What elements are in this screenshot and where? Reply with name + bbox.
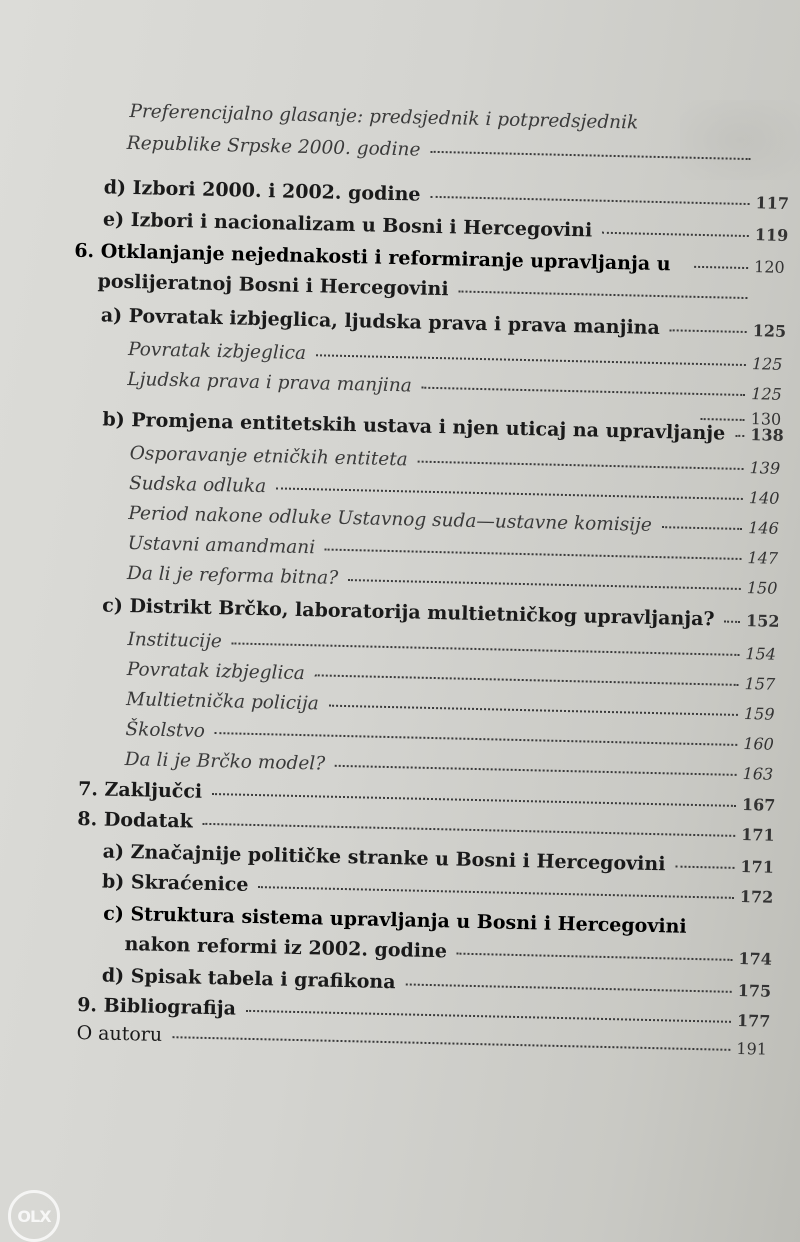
toc-entry-label: Ljudska prava i prava manjina bbox=[127, 368, 413, 397]
toc-entry-page: 125 bbox=[751, 384, 783, 404]
toc-entry-chapter-6-page-row bbox=[684, 256, 785, 277]
toc-entry-page: 147 bbox=[747, 548, 779, 568]
toc-entry-label: Da li je reforma bitna? bbox=[126, 563, 339, 589]
toc-leader-dots bbox=[329, 705, 738, 716]
toc-entry-page: 130 bbox=[750, 409, 782, 429]
toc-entry-label: b) Skraćenice bbox=[101, 870, 249, 896]
toc-leader-dots bbox=[348, 579, 741, 590]
olx-watermark-logo bbox=[8, 1190, 60, 1242]
toc-entry-label: a) Značajnije političke stranke u Bosni i Hercegovini bbox=[102, 840, 666, 876]
toc-entry-povratak-izbjeglica-brcko bbox=[126, 659, 776, 695]
toc-entry-page: 191 bbox=[736, 1038, 768, 1059]
toc-entry-izbori-nacionalizam bbox=[102, 208, 789, 245]
toc-entry-struktura-line1 bbox=[103, 903, 687, 938]
toc-entry-label: c) Struktura sistema upravljanja u Bosni i Hercegovini bbox=[103, 902, 687, 938]
toc-entry-page: 177 bbox=[736, 1010, 771, 1031]
toc-entry-page: 174 bbox=[738, 949, 773, 969]
toc-entry-page: 139 bbox=[749, 458, 781, 478]
toc-entry-page: 159 bbox=[743, 704, 775, 724]
toc-entry-page: 125 bbox=[752, 321, 787, 341]
toc-entry-label: Povratak izbjeglica bbox=[127, 338, 307, 365]
toc-leader-dots bbox=[335, 765, 737, 776]
toc-entry-izbori-2000 bbox=[103, 176, 790, 213]
toc-entry-label: d) Spisak tabela i grafikona bbox=[101, 964, 396, 994]
toc-entry-period-nakone bbox=[128, 503, 779, 539]
toc-leader-dots bbox=[670, 329, 747, 333]
toc-entry-povratak-ljudska-prava bbox=[100, 304, 787, 341]
toc-leader-dots bbox=[212, 793, 736, 807]
toc-leader-dots bbox=[422, 387, 746, 396]
toc-entry-skracenice bbox=[101, 870, 774, 908]
toc-leader-dots bbox=[602, 232, 749, 237]
toc-leader-dots bbox=[315, 674, 739, 686]
toc-entry-page: 175 bbox=[737, 980, 772, 1001]
toc-entry-page: 125 bbox=[751, 354, 783, 374]
toc-entry-label: Period nakone odluke Ustavnog suda—ustavne komisije bbox=[128, 503, 653, 536]
toc-entry-label: Sudska odluka bbox=[128, 473, 267, 498]
toc-leader-dots bbox=[172, 1036, 730, 1051]
toc-leader-dots bbox=[430, 196, 749, 205]
toc-entry-label: 6. Otklanjanje nejednakosti i reformiranje upravljanja u bbox=[74, 239, 671, 276]
toc-entry-promjena-ustava bbox=[102, 408, 784, 445]
toc-entry-label: 9. Bibliografija bbox=[76, 994, 237, 1020]
toc-leader-dots bbox=[701, 418, 745, 421]
toc-entry-label: Školstvo bbox=[125, 719, 206, 742]
toc-leader-dots bbox=[405, 983, 731, 992]
toc-entry-page: 146 bbox=[748, 518, 779, 538]
toc-leader-dots bbox=[418, 461, 744, 470]
toc-leader-dots bbox=[725, 621, 741, 623]
toc-entry-label: c) Distrikt Brčko, laboratorija multietničkog upravljanja? bbox=[102, 594, 715, 631]
toc-leader-dots bbox=[735, 435, 744, 437]
toc-entry-label: Povratak izbjeglica bbox=[126, 659, 306, 685]
toc-entry-institucije bbox=[127, 629, 777, 665]
toc-leader-dots bbox=[457, 953, 733, 961]
toc-entry-multietnicka-policija bbox=[125, 689, 775, 725]
toc-leader-dots bbox=[203, 823, 735, 837]
toc-leader-dots bbox=[215, 732, 737, 746]
toc-entry-page: 171 bbox=[741, 825, 775, 845]
toc-entry-page: 117 bbox=[755, 193, 790, 213]
toc-leader-dots bbox=[694, 266, 748, 269]
toc-entry-ustavni-amandmani bbox=[127, 533, 779, 569]
toc-entry-page: 167 bbox=[741, 795, 776, 815]
toc-entry-label: Multietnička policija bbox=[125, 689, 320, 715]
toc-entry-chapter-6-line1 bbox=[74, 240, 671, 276]
toc-entry-distrikt-brcko bbox=[102, 594, 780, 631]
toc-leader-dots bbox=[276, 487, 743, 500]
toc-entry-label: Republike Srpske 2000. godine bbox=[126, 132, 421, 161]
toc-leader-dots bbox=[662, 526, 742, 530]
toc-entry-ljudska-prava bbox=[127, 368, 783, 405]
toc-entry-label: 7. Zaključci bbox=[77, 777, 203, 803]
toc-entry-reforma-bitna bbox=[126, 563, 778, 599]
toc-entry-page: 172 bbox=[739, 887, 774, 907]
toc-entry-page: 163 bbox=[742, 764, 774, 784]
toc-leader-dots bbox=[258, 886, 733, 899]
toc-entry-page: 150 bbox=[746, 578, 778, 598]
toc-entry-brcko-model bbox=[124, 749, 774, 785]
toc-entry-label: Ustavni amandmani bbox=[127, 533, 316, 559]
toc-entry-page: 154 bbox=[745, 644, 777, 664]
toc-leader-dots bbox=[246, 1010, 731, 1023]
toc-entry-label: Institucije bbox=[127, 629, 223, 653]
toc-entry-label: b) Promjena entitetskih ustava i njen uticaj na upravljanje bbox=[102, 408, 726, 445]
toc-entry-page: 152 bbox=[745, 611, 780, 631]
toc-entry-dodatak bbox=[77, 807, 775, 846]
toc-entry-sudska-odluka bbox=[128, 473, 780, 509]
toc-entry-struktura bbox=[124, 933, 773, 969]
toc-leader-dots bbox=[232, 642, 740, 656]
toc-entry-preferencijalno-line1: Preferencijalno glasanje: predsjednik i potpredsjednik bbox=[129, 100, 639, 134]
toc-entry-page: 157 bbox=[744, 674, 776, 694]
toc-entry-page: 138 bbox=[750, 425, 784, 445]
toc-leader-dots bbox=[430, 151, 750, 160]
toc-entry-page: 120 bbox=[753, 257, 785, 277]
toc-entry-page: 119 bbox=[754, 225, 789, 245]
toc-entry-label: poslijeratnoj Bosni i Hercegovini bbox=[97, 270, 449, 301]
toc-leader-dots bbox=[325, 549, 741, 560]
toc-entry-label: d) Izbori 2000. i 2002. godine bbox=[103, 176, 421, 206]
toc-entry-page: 140 bbox=[748, 488, 780, 508]
toc-leader-dots bbox=[458, 290, 747, 299]
toc-entry-skolstvo bbox=[125, 719, 775, 755]
toc-entry-povratak-izbjeglica bbox=[127, 338, 783, 375]
toc-entry-page: 160 bbox=[743, 734, 775, 754]
toc-entry-osporavanje bbox=[129, 443, 781, 479]
toc-entry-label: e) Izbori i nacionalizam u Bosni i Hercegovini bbox=[102, 208, 593, 242]
page-shadow bbox=[680, 100, 800, 180]
toc-entry-label: Da li je Brčko model? bbox=[124, 749, 326, 775]
toc-entry-label: nakon reformi iz 2002. godine bbox=[124, 933, 448, 963]
toc-entry-label: 8. Dodatak bbox=[77, 807, 194, 833]
watermark-text: OLX bbox=[17, 1206, 51, 1226]
toc-entry-chapter-6 bbox=[97, 270, 775, 307]
toc-entry-label: O autoru bbox=[76, 1022, 163, 1046]
toc-entry-label: Osporavanje etničkih entiteta bbox=[129, 443, 408, 471]
toc-entry-page: 171 bbox=[740, 857, 775, 877]
toc-leader-dots bbox=[316, 354, 746, 366]
toc-leader-dots bbox=[675, 866, 734, 869]
toc-entry-label: a) Povratak izbjeglica, ljudska prava i prava manjina bbox=[100, 304, 661, 340]
